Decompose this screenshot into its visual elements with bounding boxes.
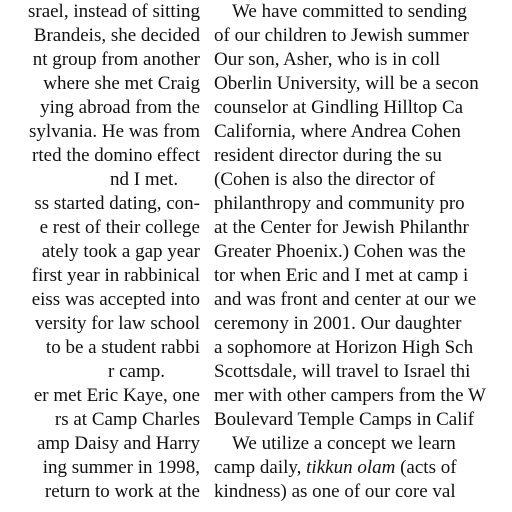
text-line: philanthropy and community pro xyxy=(214,193,465,214)
text-line: srael, instead of sitting xyxy=(27,1,200,22)
text-line: e rest of their college xyxy=(39,217,200,238)
text-line: Boulevard Temple Camps in Calif xyxy=(214,409,475,430)
text-line: (Cohen is also the director of xyxy=(214,169,436,190)
text-line: and was front and center at our we xyxy=(214,289,477,310)
text-line: kindness) as one of our core val xyxy=(214,481,456,502)
text-line: mer with other campers from the W xyxy=(214,385,486,406)
text-line: ately took a gap year xyxy=(41,241,200,262)
text-line: Scottsdale, will travel to Israel thi xyxy=(214,361,471,382)
text-line: first year in rabbinical xyxy=(31,265,200,286)
text-line: amp Daisy and Harry xyxy=(36,433,200,454)
text-line: of our children to Jewish summer xyxy=(214,25,469,46)
italic-term: tikkun olam xyxy=(306,457,396,478)
text-line: a sophomore at Horizon High Sch xyxy=(214,337,474,358)
text-line: ss started dating, con- xyxy=(34,193,200,214)
text-line: r camp. xyxy=(108,361,165,382)
text-line: rted the domino effect xyxy=(32,145,200,166)
text-line: resident director during the su xyxy=(214,145,442,166)
text-line: We utilize a concept we learn xyxy=(232,433,456,454)
text-run: (acts of xyxy=(395,457,457,478)
text-line: rs at Camp Charles xyxy=(54,409,200,430)
right-text-column xyxy=(214,0,512,512)
text-line: er met Eric Kaye, one xyxy=(33,385,200,406)
text-line: return to work at the xyxy=(44,481,200,502)
text-line: tor when Eric and I met at camp i xyxy=(214,265,469,286)
text-line: to be a student rabbi xyxy=(45,337,200,358)
text-line: nd I met. xyxy=(110,169,179,190)
text-line: ceremony in 2001. Our daughter xyxy=(214,313,462,334)
text-line: counselor at Gindling Hilltop Ca xyxy=(214,97,464,118)
text-line: ing summer in 1998, xyxy=(42,457,200,478)
text-line: Greater Phoenix.) Cohen was the xyxy=(214,241,466,262)
text-line: Brandeis, she decided xyxy=(33,25,200,46)
text-line: Our son, Asher, who is in coll xyxy=(214,49,441,70)
text-line: Oberlin University, will be a secon xyxy=(214,73,479,94)
text-line: nt group from another xyxy=(32,49,200,70)
text-line xyxy=(214,456,512,479)
text-line: sylvania. He was from xyxy=(29,121,200,142)
text-line: We have committed to sending xyxy=(232,1,467,22)
left-text-column xyxy=(0,0,200,512)
text-line: at the Center for Jewish Philanthr xyxy=(214,217,469,238)
text-line: where she met Craig xyxy=(43,73,200,94)
text-line: California, where Andrea Cohen xyxy=(214,121,461,142)
text-run: camp daily, xyxy=(214,457,307,478)
text-line: ying abroad from the xyxy=(40,97,200,118)
text-line: eiss was accepted into xyxy=(31,289,200,310)
text-line: versity for law school xyxy=(34,313,200,334)
